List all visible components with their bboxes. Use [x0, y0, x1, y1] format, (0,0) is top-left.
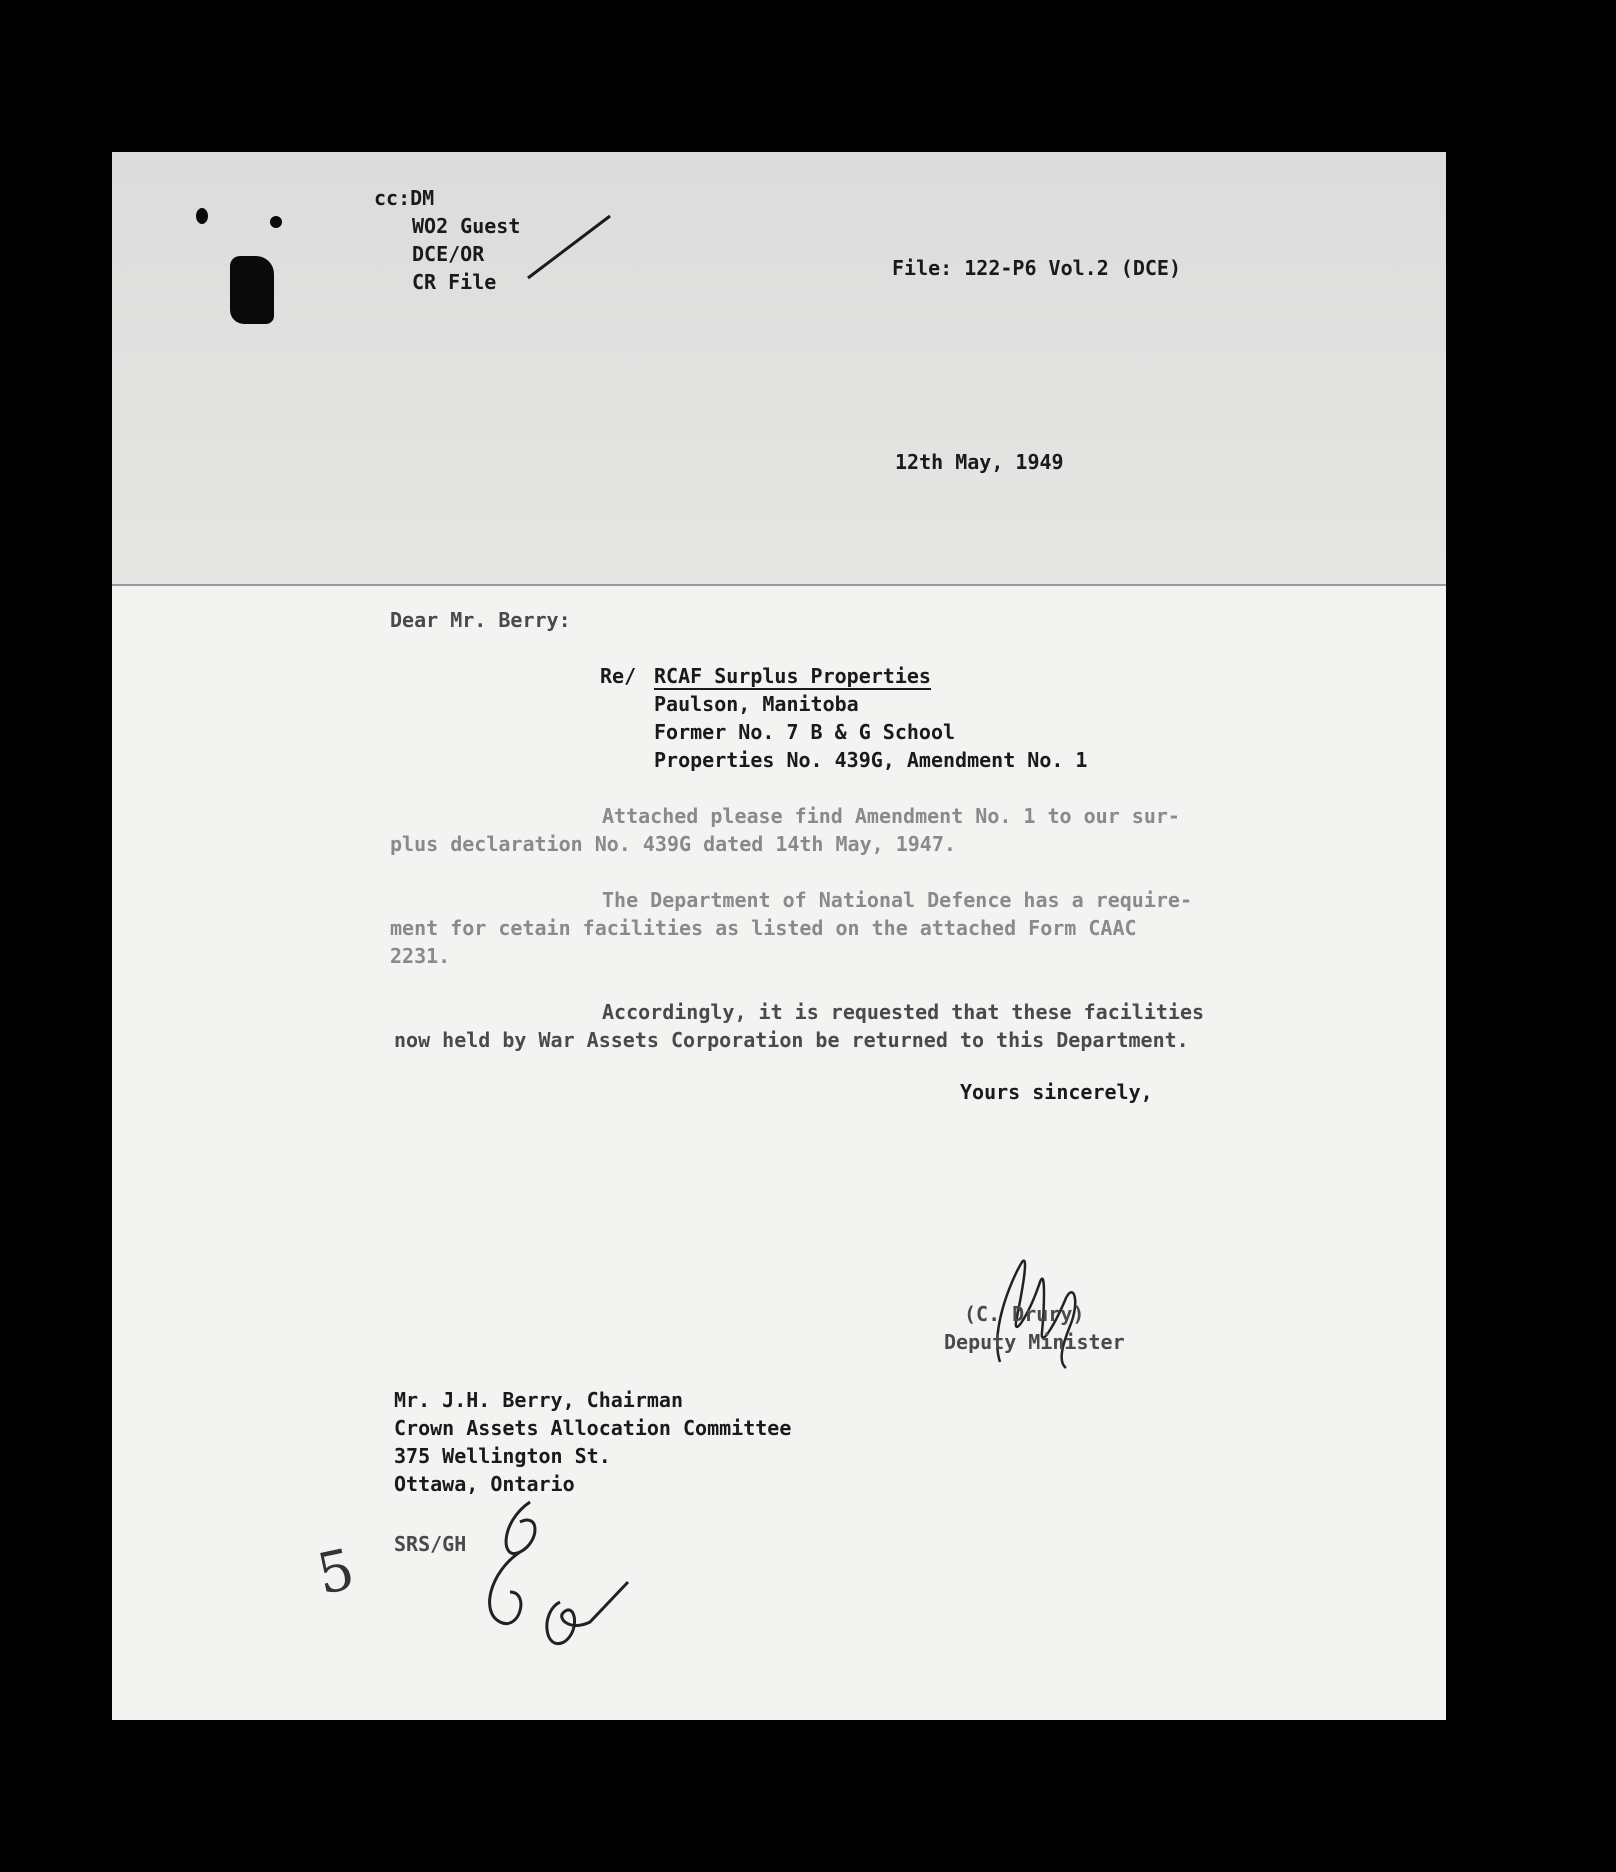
typist-initials: SRS/GH	[394, 1532, 467, 1556]
re-prefix: Re/	[600, 664, 637, 688]
cc-line: CR File	[412, 270, 497, 294]
binding-mark	[270, 216, 282, 228]
re-title	[654, 662, 931, 690]
file-reference: File: 122-P6 Vol.2 (DCE)	[892, 256, 1181, 280]
paragraph-line: ment for cetain facilities as listed on the attached Form CAAC	[390, 916, 1137, 940]
addressee-line: Crown Assets Allocation Committee	[394, 1416, 792, 1440]
cc-label: cc:DM	[374, 186, 435, 210]
re-line: Paulson, Manitoba	[654, 692, 859, 716]
handwritten-number: 5	[311, 1537, 361, 1608]
cc-line: DCE/OR	[412, 242, 485, 266]
re-title-text: RCAF Surplus Properties	[654, 664, 931, 688]
salutation: Dear Mr. Berry:	[390, 608, 571, 632]
re-line: Former No. 7 B & G School	[654, 720, 956, 744]
signatory-title: Deputy Minister	[944, 1330, 1125, 1354]
re-line: Properties No. 439G, Amendment No. 1	[654, 748, 1088, 772]
binding-mark	[230, 256, 274, 324]
binding-mark	[196, 208, 208, 224]
scan-shading	[112, 152, 1446, 584]
paragraph-line: 2231.	[390, 944, 451, 968]
fold-line	[112, 584, 1446, 586]
addressee-line: 375 Wellington St.	[394, 1444, 611, 1468]
paragraph-line: The Department of National Defence has a require-	[602, 888, 1193, 912]
addressee-line: Ottawa, Ontario	[394, 1472, 575, 1496]
document-page	[112, 152, 1446, 1720]
signatory-name: (C. Drury)	[964, 1302, 1085, 1326]
cc-line: WO2 Guest	[412, 214, 521, 238]
paragraph-line: now held by War Assets Corporation be returned to this Department.	[394, 1028, 1189, 1052]
paragraph-line: Attached please find Amendment No. 1 to our sur-	[602, 804, 1180, 828]
addressee-line: Mr. J.H. Berry, Chairman	[394, 1388, 683, 1412]
handwritten-initials	[460, 1492, 660, 1662]
check-mark	[524, 212, 614, 282]
paragraph-line: Accordingly, it is requested that these facilities	[602, 1000, 1205, 1024]
paragraph-line: plus declaration No. 439G dated 14th May, 1947.	[390, 832, 956, 856]
letter-date: 12th May, 1949	[895, 450, 1064, 474]
closing: Yours sincerely,	[960, 1080, 1153, 1104]
